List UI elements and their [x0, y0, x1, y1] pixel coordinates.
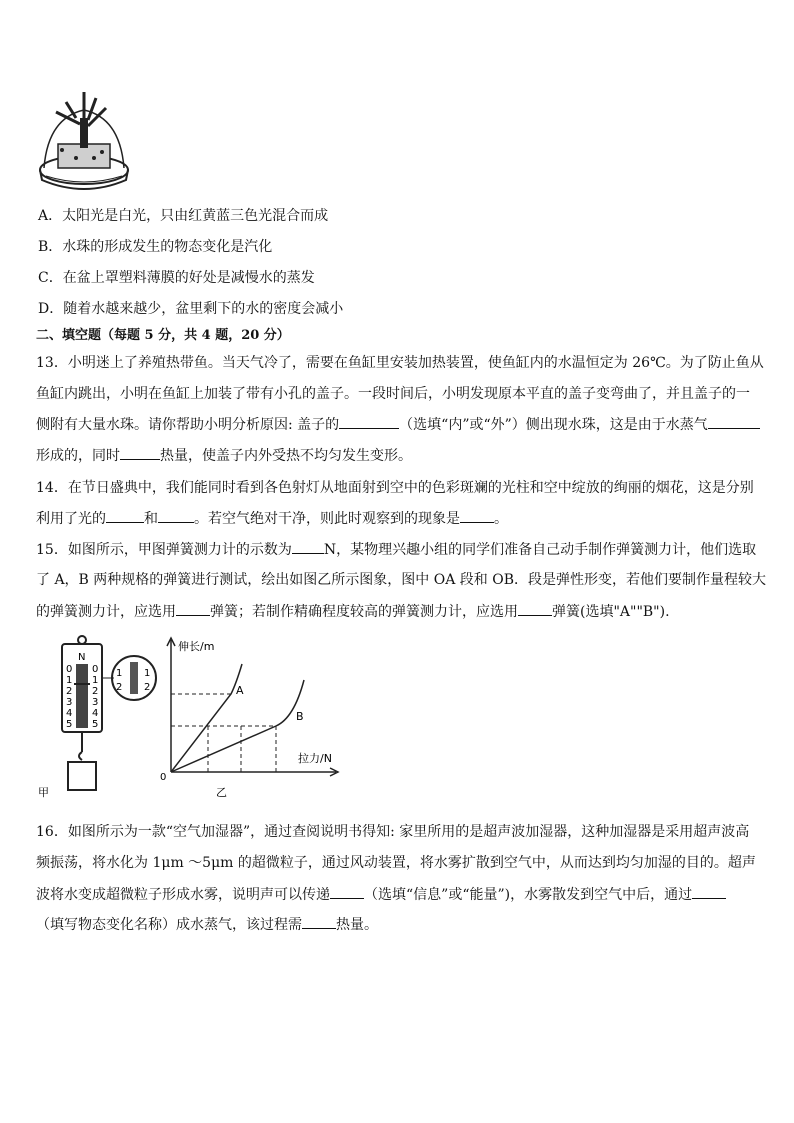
q16-line-2: 频振荡，将水化为 1μm ～5μm 的超微粒子，通过风动装置，将水雾扩散到空气中，从而达到均匀加湿的目的。超声 [36, 855, 756, 871]
q13-line-2: 鱼缸内跳出，小明在鱼缸上加装了带有小孔的盖子。一段时间后，小明发现原本平直的盖子变弯曲了，并且盖子的一 [36, 386, 750, 402]
q16-blank-1[interactable] [330, 884, 364, 899]
q13-blank-2[interactable] [708, 414, 760, 429]
q13-text-3a: 侧附有大量水珠。请你帮助小明分析原因: 盖子的 [36, 417, 340, 433]
q15-line-1 [36, 539, 756, 560]
scale-left-2: 2 [66, 686, 73, 697]
q14-line-2 [36, 508, 508, 529]
q13-text-3b: （选填“内”或“外”）侧出现水珠，这是由于水蒸气 [399, 417, 708, 433]
zoom-left-2: 2 [116, 682, 123, 693]
zoom-right-1: 1 [144, 668, 151, 679]
graph-ylabel: 伸长/m [178, 640, 215, 653]
q16-text-3b: （选填“信息”或“能量”)，水雾散发到空气中后，通过 [364, 887, 693, 903]
option-a: A．太阳光是白光，只由红黄蓝三色光混合而成 [38, 208, 329, 224]
q15-blank-3[interactable] [518, 601, 552, 616]
scale-right-0: 0 [92, 664, 99, 675]
q14-text-2a: 利用了光的 [36, 511, 106, 527]
q13-line-4 [36, 445, 412, 466]
q16-text-3a: 波将水变成超微粒子形成水雾，说明声可以传递 [36, 887, 330, 903]
label-yi: 乙 [216, 786, 227, 799]
graph-xlabel: 拉力/N [298, 752, 332, 765]
q13-text-4b: 热量，使盖子内外受热不均匀发生变形。 [160, 448, 412, 464]
option-b: B．水珠的形成发生的物态变化是汽化 [38, 239, 273, 255]
scale-left-5: 5 [66, 719, 73, 730]
curve-a-label: A [236, 684, 244, 697]
label-jia: 甲 [38, 786, 49, 799]
q15-blank-2[interactable] [176, 601, 210, 616]
scale-right-5: 5 [92, 719, 99, 730]
q15-blank-1[interactable] [292, 539, 324, 554]
q15-line-2: 了 A，B 两种规格的弹簧进行测试，绘出如图乙所示图象，图中 OA 段和 OB．段是弹性形变，若他们要制作量程较大 [36, 572, 767, 588]
q14-blank-1[interactable] [106, 508, 144, 523]
q13-text-4a: 形成的，同时 [36, 448, 120, 464]
scale-right-1: 1 [92, 675, 99, 686]
q15-text-3a: 的弹簧测力计，应选用 [36, 604, 176, 620]
q15-text-3b: 弹簧；若制作精确程度较高的弹簧测力计，应选用 [210, 604, 518, 620]
zoom-left-1: 1 [116, 668, 123, 679]
q13-line-3 [36, 414, 760, 435]
q16-line-3 [36, 884, 726, 905]
graph-origin: 0 [160, 772, 167, 783]
section-heading: 二、填空题（每题 5 分，共 4 题，20 分） [36, 328, 290, 343]
q14-text-2c: 。若空气绝对干净，则此时观察到的现象是 [194, 511, 460, 527]
q15-text-1b: N，某物理兴趣小组的同学们准备自己动手制作弹簧测力计，他们选取 [323, 542, 757, 558]
zoom-right-2: 2 [144, 682, 151, 693]
scale-left-1: 1 [66, 675, 73, 686]
q16-text-4b: 热量。 [336, 917, 378, 933]
q15-text-3c: 弹簧(选填"A""B"). [552, 604, 670, 620]
q16-text-4a: （填写物态变化名称）成水蒸气，该过程需 [36, 917, 302, 933]
q14-text-2d: 。 [494, 511, 508, 527]
q14-blank-2[interactable] [158, 508, 194, 523]
scale-right-3: 3 [92, 697, 99, 708]
scale-right-2: 2 [92, 686, 99, 697]
option-d: D．随着水越来越少，盆里剩下的水的密度会减小 [38, 301, 344, 317]
curve-b-label: B [296, 710, 304, 723]
q16-line-1: 16．如图所示为一款“空气加湿器”，通过查阅说明书得知: 家里所用的是超声波加湿器，这种加湿器是采用超声波高 [36, 824, 750, 840]
scale-right-4: 4 [92, 708, 99, 719]
scale-left-0: 0 [66, 664, 73, 675]
scale-left-4: 4 [66, 708, 73, 719]
option-c: C．在盆上罩塑料薄膜的好处是减慢水的蒸发 [38, 270, 315, 286]
spring-scale-figure [36, 634, 366, 804]
q14-text-2b: 和 [144, 511, 158, 527]
q15-text-1a: 15．如图所示，甲图弹簧测力计的示数为 [36, 542, 292, 558]
q13-blank-1[interactable] [339, 414, 399, 429]
basin-plant-figure [36, 88, 134, 192]
q16-line-4 [36, 914, 378, 935]
q16-blank-2[interactable] [692, 884, 726, 899]
q13-line-1: 13．小明迷上了养殖热带鱼。当天气冷了，需要在鱼缸里安装加热装置，使鱼缸内的水温恒定为 26℃。为了防止鱼从 [36, 355, 764, 371]
q16-blank-3[interactable] [302, 914, 336, 929]
scale-left-3: 3 [66, 697, 73, 708]
q13-blank-3[interactable] [120, 445, 160, 460]
q14-line-1: 14．在节日盛典中，我们能同时看到各色射灯从地面射到空中的色彩斑斓的光柱和空中绽放的绚丽的烟花，这是分别 [36, 480, 754, 496]
scale-unit-label: N [78, 652, 86, 663]
q14-blank-3[interactable] [460, 508, 494, 523]
q15-line-3 [36, 601, 670, 622]
